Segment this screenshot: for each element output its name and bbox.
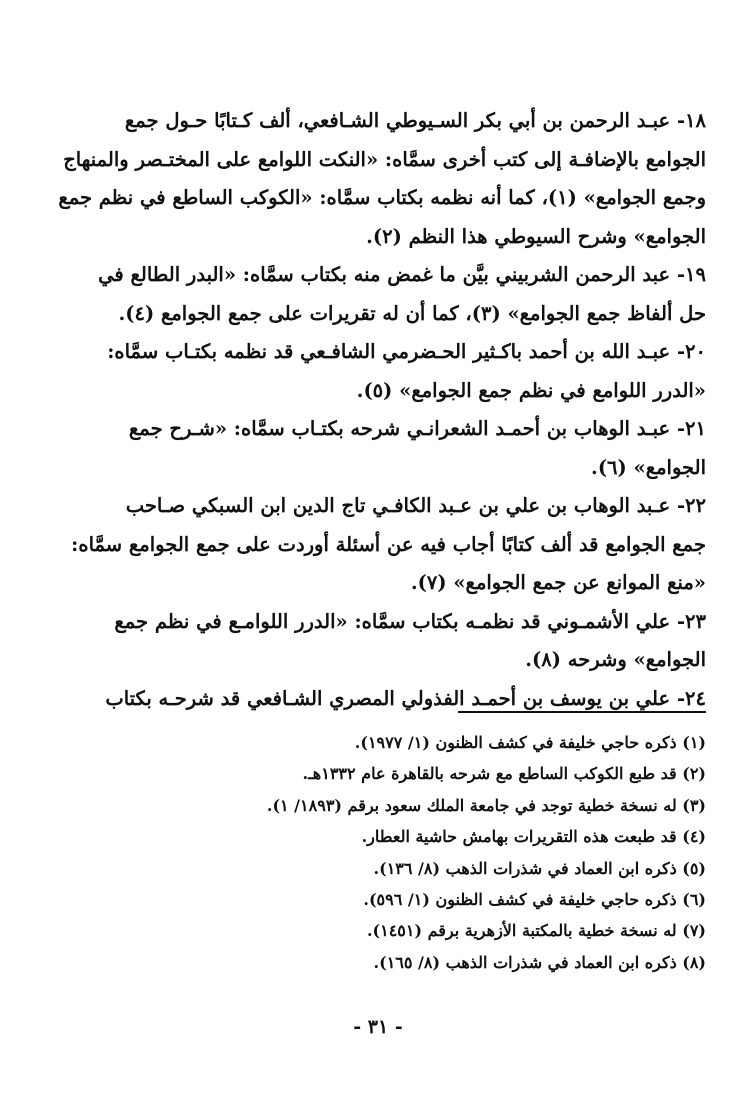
footnote-separator xyxy=(458,711,706,713)
body-line: ٢٤- علي بن يوسف بن أحمـد الفذولي المصري الشـافعي قد شرحـه بكتاب xyxy=(105,686,706,710)
footnotes xyxy=(66,727,706,978)
body-line: الجوامع» (٦). xyxy=(591,455,706,479)
body-line: وجمع الجوامع» (١)، كما أنه نظمه بكتاب سمَّاه: «الكوكب الساطع في نظم جمع xyxy=(58,186,706,209)
body-text xyxy=(58,102,706,718)
body-line: «منع الموانع عن جمع الجوامع» (٧). xyxy=(410,571,706,594)
footnote: (٤) قد طبعت هذه التقريرات بهامش حاشية العطار. xyxy=(361,827,706,847)
body-line: حل ألفاظ جمع الجوامع» (٣)، كما أن له تقريرات على جمع الجوامع (٤). xyxy=(118,301,706,325)
body-line: ٢٢- عـبد الوهاب بن علي بن عـبد الكافـي تاج الدين ابن السبكي صـاحب xyxy=(125,494,706,517)
body-line: الجوامع» وشرحه (٨). xyxy=(525,648,706,671)
body-line: ٢١- عبـد الوهاب بن أحمـد الشعرانـي شرحه بكتـاب سمَّاه: «شـرح جمع xyxy=(128,417,706,440)
body-line: جمع الجوامع قد ألف كتابًا أجاب فيه عن أسئلة أوردت على جمع الجوامع سمَّاه: xyxy=(71,532,706,556)
footnote: (٢) قد طبع الكوكب الساطع مع شرحه بالقاهرة عام ١٣٣٢هـ. xyxy=(302,764,706,784)
footnote: (٧) له نسخة خطية بالمكتبة الأزهرية برقم (١٤٥١). xyxy=(366,921,706,941)
footnote: (٨) ذكره ابن العماد في شذرات الذهب (٨/ ١٦٥). xyxy=(373,952,706,972)
body-line: ١٩- عبد الرحمن الشربيني بيَّن ما غمض منه بكتاب سمَّاه: «البدر الطالع في xyxy=(98,263,706,286)
body-line: ٢٣- علي الأشمـوني قد نظمـه بكتاب سمَّاه: «الدرر اللوامـع في نظم جمع xyxy=(114,609,706,633)
body-line: الجوامع» وشرح السيوطي هذا النظم (٢). xyxy=(366,224,706,248)
footnote: (٦) ذكره حاجي خليفة في كشف الظنون (١/ ٥٩٦). xyxy=(363,889,706,909)
body-line: ٢٠- عبـد الله بن أحمد باكـثير الحـضرمي الشافـعي قد نظمه بكتـاب سمَّاه: xyxy=(107,340,706,363)
footnote: (٥) ذكره ابن العماد في شذرات الذهب (٨/ ١٣٦). xyxy=(373,858,706,878)
footnote: (٣) له نسخة خطية توجد في جامعة الملك سعود برقم (١٨٩٣/ ١). xyxy=(266,795,706,815)
footnote: (١) ذكره حاجي خليفة في كشف الظنون (١/ ١٩٧٧). xyxy=(354,733,706,752)
body-line: ١٨- عبـد الرحمن بن أبي بكر السـيوطي الشـافعي، ألف كـتابًا حـول جمع xyxy=(124,109,706,132)
body-line: الجوامع بالإضافـة إلى كتب أخرى سمَّاه: «النكت اللوامع على المختـصر والمنهاج xyxy=(63,147,706,171)
page-number: - ٣١ - xyxy=(353,1016,403,1038)
body-line: «الدرر اللوامع في نظم جمع الجوامع» (٥). xyxy=(356,378,706,402)
